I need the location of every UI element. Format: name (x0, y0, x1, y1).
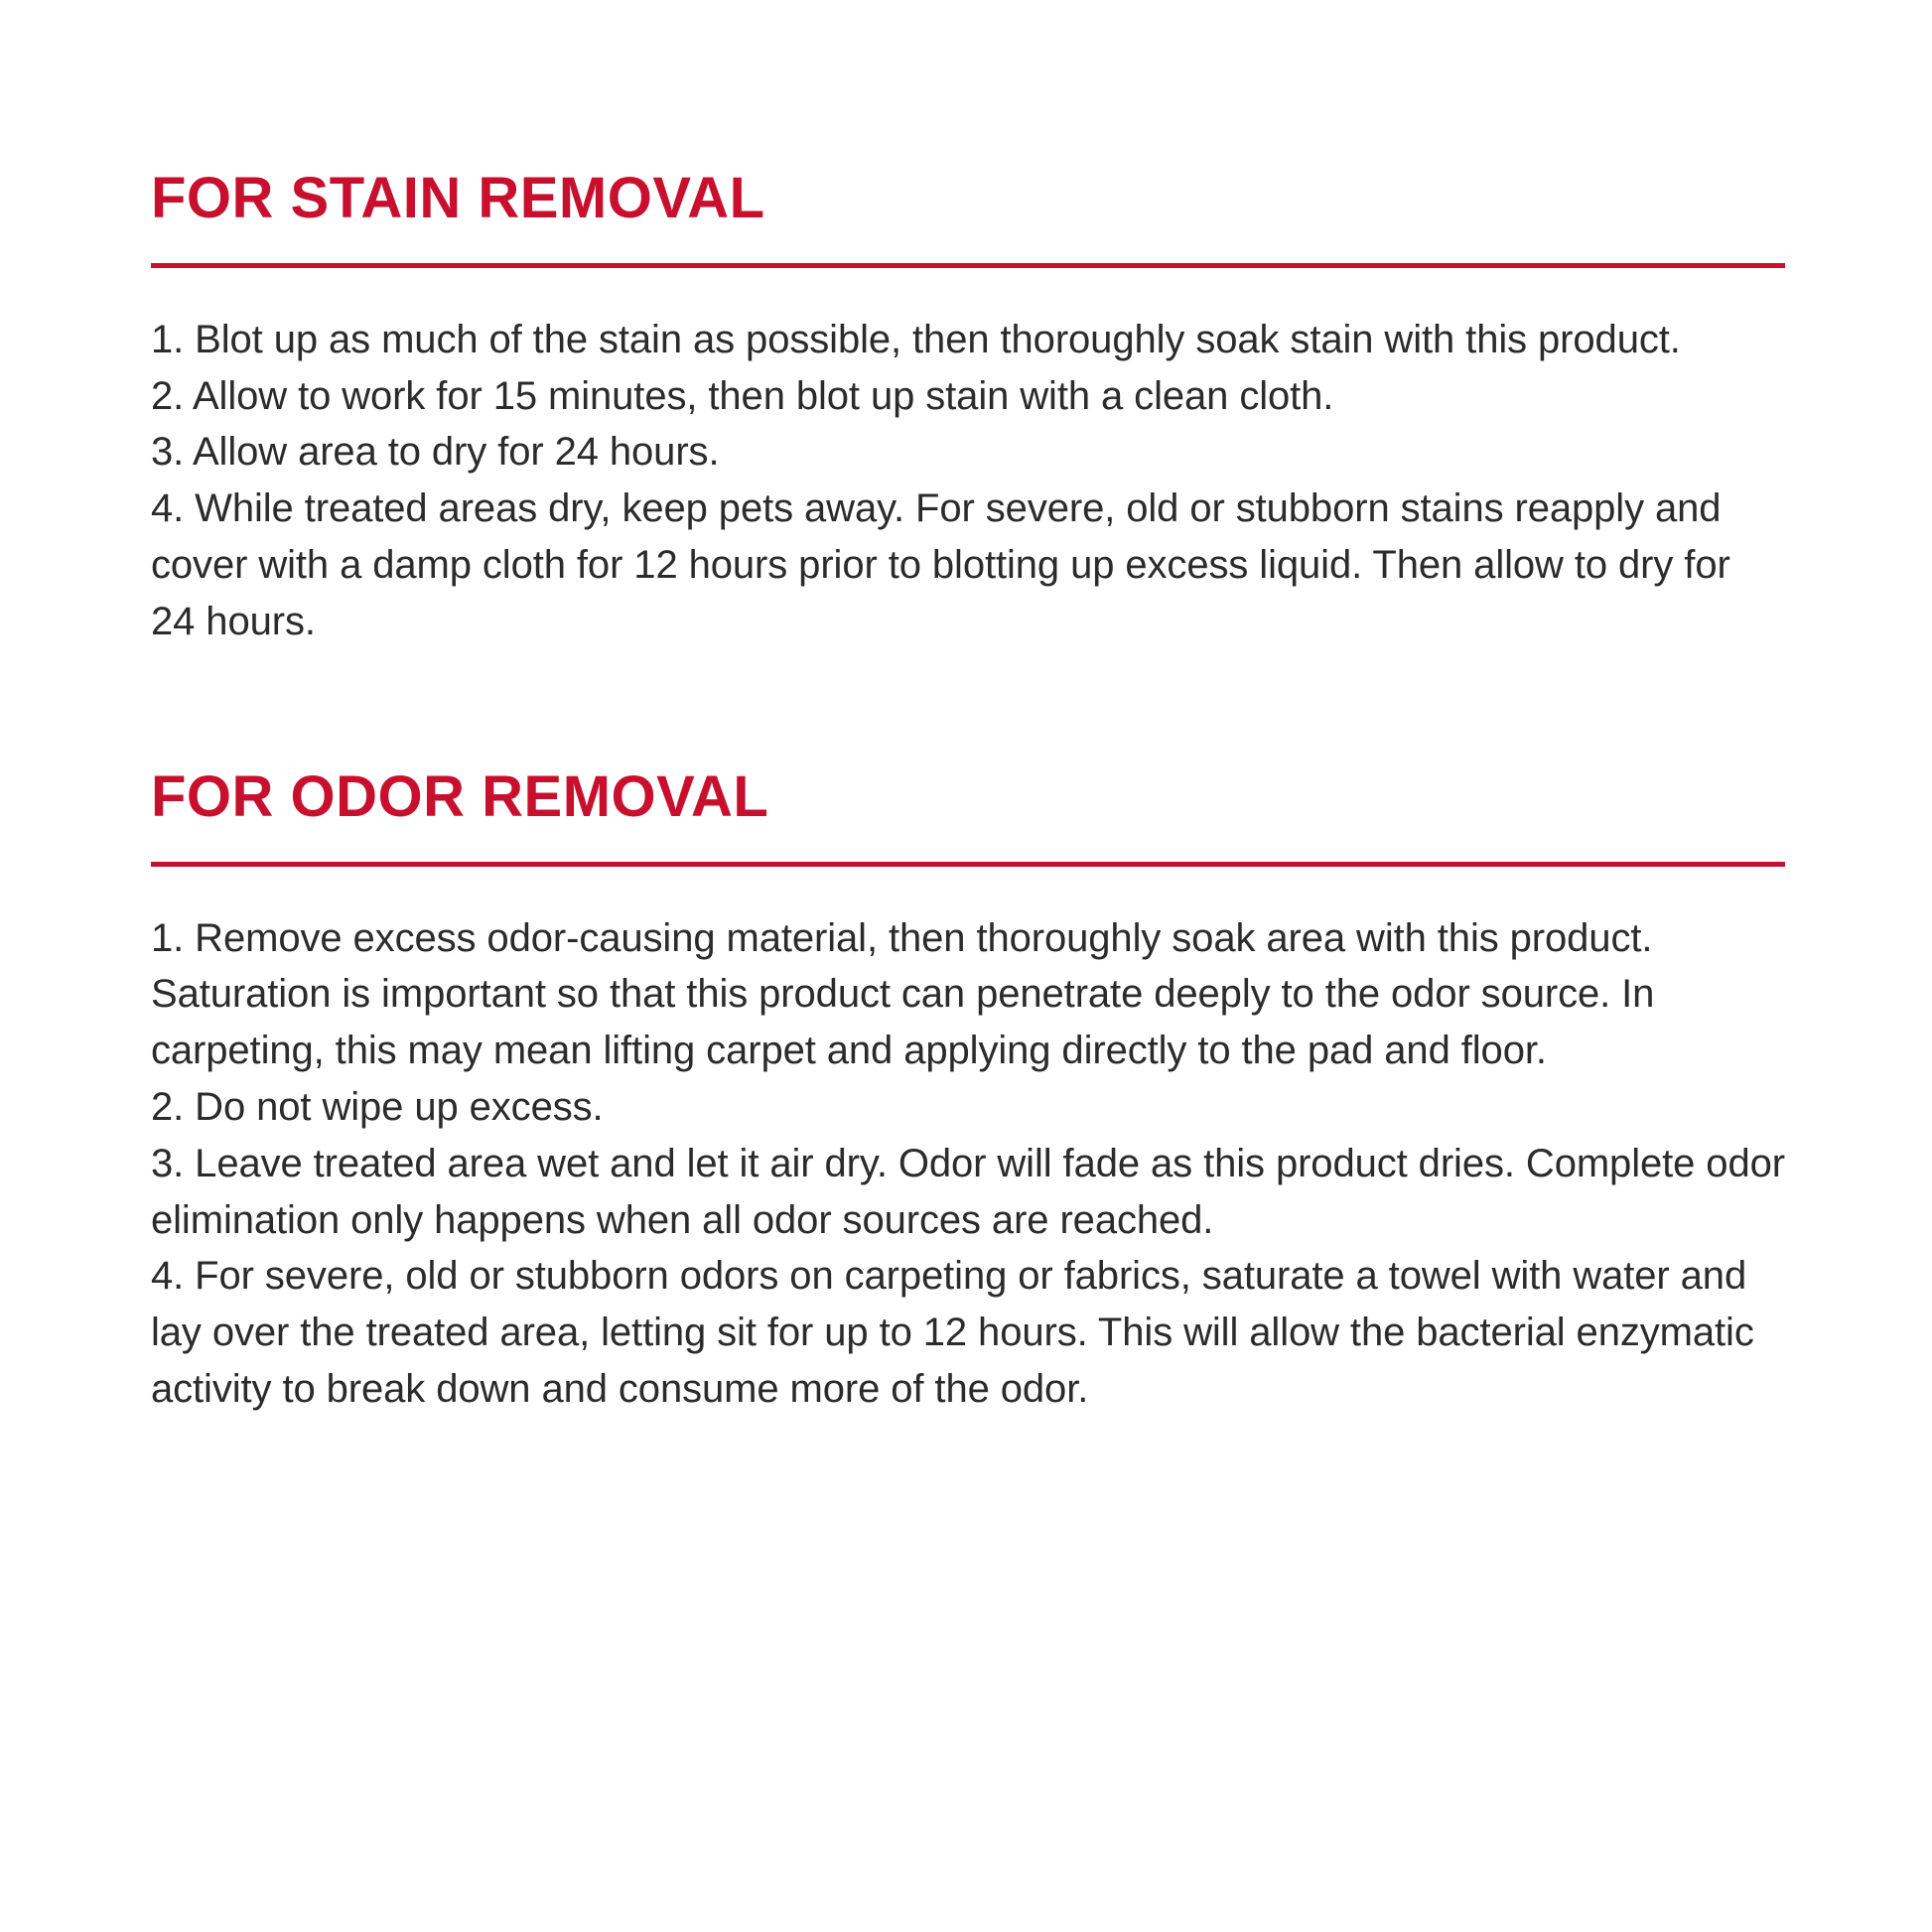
stain-removal-step-3: 3. Allow area to dry for 24 hours. (151, 430, 720, 475)
odor-removal-step-4: 4. For severe, old or stubborn odors on carpeting or fabrics, saturate a towel with water and lay over the treated area, letting sit for up to 12 hours. This will allow the bacterial enzymatic activity to break down and consume more of the odor. (151, 1254, 1754, 1411)
stain-removal-divider (151, 263, 1785, 268)
stain-removal-step-4: 4. While treated areas dry, keep pets away. For severe, old or stubborn stains reapply and cover with a damp cloth for 12 hours prior to blotting up excess liquid. Then allow to dry for 24 hours. (151, 486, 1730, 643)
stain-removal-heading: FOR STAIN REMOVAL (151, 166, 765, 230)
stain-removal-step-1: 1. Blot up as much of the stain as possible, then thoroughly soak stain with this product. (151, 317, 1681, 361)
odor-removal-step-2: 2. Do not wipe up excess. (151, 1084, 604, 1129)
odor-removal-step-1: 1. Remove excess odor-causing material, then thoroughly soak area with this product. Saturation is important so that this product can penetrate deeply to the odor source. In carpeting, this may mean lifting carpet and applying directly to the pad and floor. (151, 915, 1655, 1073)
odor-removal-heading: FOR ODOR REMOVAL (151, 763, 769, 829)
stain-removal-steps (151, 312, 1785, 650)
odor-removal-divider (151, 862, 1785, 867)
stain-removal-step-2: 2. Allow to work for 15 minutes, then blot up stain with a clean cloth. (151, 373, 1334, 418)
odor-removal-section (151, 763, 1785, 1418)
stain-removal-section (151, 166, 1785, 650)
odor-removal-step-3: 3. Leave treated area wet and let it air dry. Odor will fade as this product dries. Complete odor elimination only happens when all odor sources are reached. (151, 1141, 1785, 1242)
odor-removal-steps (151, 910, 1785, 1418)
